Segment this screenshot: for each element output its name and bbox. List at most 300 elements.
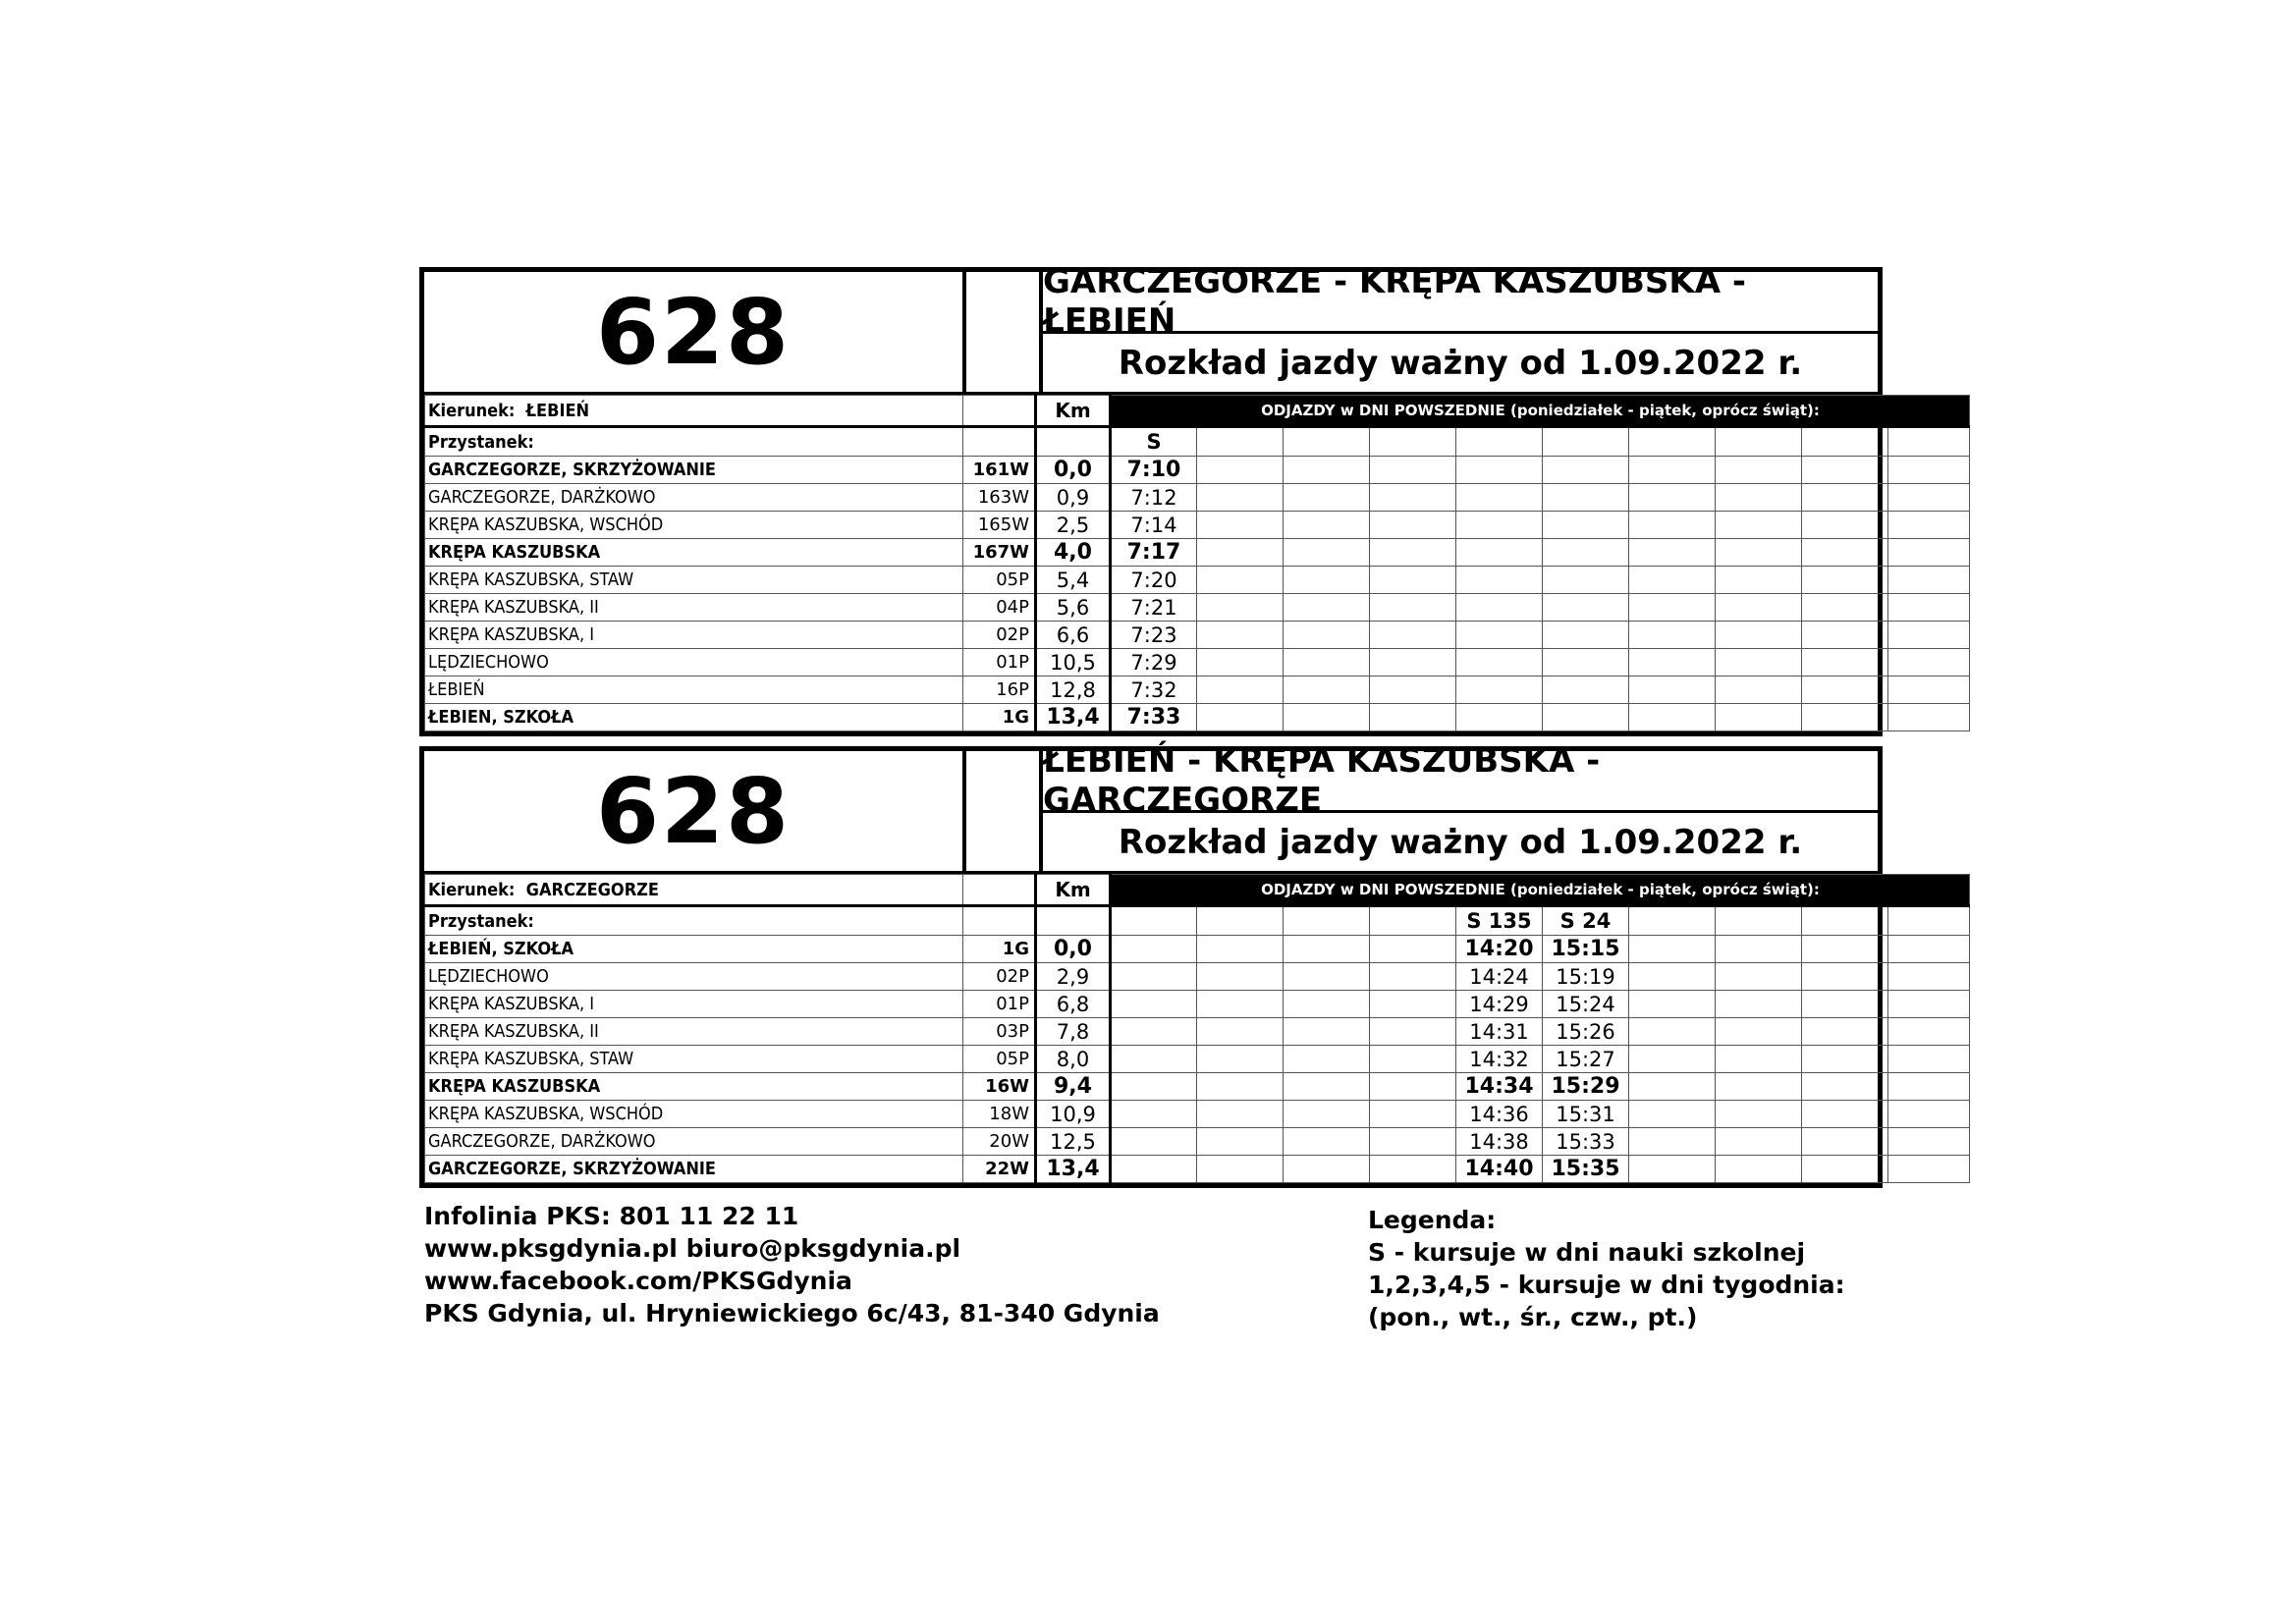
legend-title: Legenda: [1368,1206,1497,1234]
stop-name: ŁEBIEŃ, SZKOŁA [425,936,963,963]
empty-cell [1716,704,1802,731]
empty-cell [1284,991,1370,1018]
stop-code: 22W [963,1156,1036,1183]
departure-time: 14:38 [1456,1128,1543,1156]
code-header [963,875,1036,906]
empty-cell [1284,936,1370,963]
stop-name: GARCZEGORZE, DARŻKOWO [425,1128,963,1156]
course-header [1802,906,1888,936]
stop-km: 2,9 [1036,963,1111,991]
empty-cell [1629,457,1716,484]
route-title: GARCZEGORZE - KRĘPA KASZUBSKA - ŁEBIEŃ [1043,272,1878,334]
empty-cell [1716,1046,1802,1073]
empty-cell [1888,484,1970,512]
course-header [1284,427,1370,457]
empty-cell [1716,622,1802,649]
stop-km: 0,0 [1036,936,1111,963]
empty-cell [1888,539,1970,567]
timetable-lebien-direction [419,262,1883,736]
course-header [1543,427,1629,457]
empty-cell [1888,512,1970,539]
empty-cell [1888,1073,1970,1101]
km-cell [1036,906,1111,936]
empty-cell [1370,963,1456,991]
empty-cell [1456,457,1543,484]
contact-hotline: Infolinia PKS: 801 11 22 11 [424,1202,799,1230]
stop-row [425,677,1970,704]
empty-cell [1197,1101,1284,1128]
timetable-header [424,741,1878,874]
empty-cell [1543,704,1629,731]
validity-note: Rozkład jazdy ważny od 1.09.2022 r. [1118,343,1803,383]
empty-cell [1197,512,1284,539]
empty-cell [1802,1018,1888,1046]
direction-cell [425,875,963,906]
empty-cell [1370,594,1456,622]
empty-cell [1370,512,1456,539]
course-header [1111,906,1197,936]
empty-cell [1802,991,1888,1018]
empty-cell [1802,539,1888,567]
stop-km: 12,5 [1036,1128,1111,1156]
stop-name: KRĘPA KASZUBSKA, WSCHÓD [425,1101,963,1128]
stop-km: 6,8 [1036,991,1111,1018]
stop-km: 9,4 [1036,1073,1111,1101]
departure-time: 7:20 [1111,567,1197,594]
legend-s: S - kursuje w dni nauki szkolnej [1368,1238,1806,1267]
stop-name: LĘDZIECHOWO [425,649,963,677]
empty-cell [1284,622,1370,649]
empty-cell [1629,594,1716,622]
empty-cell [1370,936,1456,963]
stop-name: KRĘPA KASZUBSKA, WSCHÓD [425,512,963,539]
km-header: Km [1036,396,1111,427]
header-titles [1043,741,1878,871]
empty-cell [1284,1128,1370,1156]
empty-cell [1716,1073,1802,1101]
stop-km: 2,5 [1036,512,1111,539]
direction-value: ŁEBIEŃ [525,400,590,421]
course-header [1197,906,1284,936]
empty-cell [1716,567,1802,594]
empty-cell [1543,539,1629,567]
empty-cell [1370,1128,1456,1156]
stop-header-row [425,427,1970,457]
direction-label: Kierunek: [428,879,516,900]
empty-cell [1284,567,1370,594]
stop-row [425,567,1970,594]
empty-cell [1456,594,1543,622]
stop-name: GARCZEGORZE, SKRZYŻOWANIE [425,457,963,484]
stop-name: KRĘPA KASZUBSKA, I [425,991,963,1018]
contact-web-email: www.pksgdynia.pl biuro@pksgdynia.pl [424,1234,961,1263]
stop-header-row [425,906,1970,936]
stop-km: 10,5 [1036,649,1111,677]
empty-cell [1802,704,1888,731]
departure-time: 15:19 [1543,963,1629,991]
direction-value: GARCZEGORZE [525,879,659,900]
empty-cell [1370,484,1456,512]
empty-cell [1543,457,1629,484]
stop-row [425,1156,1970,1183]
empty-cell [1629,512,1716,539]
empty-cell [1370,677,1456,704]
stop-name: KRĘPA KASZUBSKA, STAW [425,567,963,594]
legend-days-abbr: (pon., wt., śr., czw., pt.) [1368,1303,1698,1331]
direction-row [425,396,1970,427]
empty-cell [1629,991,1716,1018]
empty-cell [1802,1101,1888,1128]
empty-cell [1197,677,1284,704]
empty-cell [1888,991,1970,1018]
empty-cell [1802,1128,1888,1156]
empty-cell [1888,457,1970,484]
empty-cell [1197,622,1284,649]
stop-km: 0,0 [1036,457,1111,484]
stop-code: 02P [963,622,1036,649]
empty-cell [1629,539,1716,567]
empty-cell [1802,594,1888,622]
stop-code: 18W [963,1101,1036,1128]
empty-cell [1888,567,1970,594]
stop-code: 01P [963,649,1036,677]
empty-cell [1197,1128,1284,1156]
empty-cell [1802,936,1888,963]
stop-km: 6,6 [1036,622,1111,649]
course-header [1629,906,1716,936]
timetable-header [424,262,1878,395]
empty-cell [1370,457,1456,484]
course-header [1370,906,1456,936]
empty-cell [1111,1046,1197,1073]
empty-cell [1111,991,1197,1018]
empty-cell [1629,1018,1716,1046]
course-header [1629,427,1716,457]
empty-cell [1629,1046,1716,1073]
empty-cell [1802,622,1888,649]
empty-cell [1284,1101,1370,1128]
empty-cell [1888,622,1970,649]
empty-cell [1111,1073,1197,1101]
empty-cell [1716,484,1802,512]
contact-address: PKS Gdynia, ul. Hryniewickiego 6c/43, 81-340 Gdynia [424,1299,1160,1327]
course-header [1456,427,1543,457]
departure-time: 14:24 [1456,963,1543,991]
empty-cell [1197,649,1284,677]
empty-cell [1284,594,1370,622]
stop-code: 05P [963,567,1036,594]
empty-cell [1888,1046,1970,1073]
stop-km: 5,6 [1036,594,1111,622]
course-header [1888,427,1970,457]
empty-cell [1802,677,1888,704]
departure-time: 15:31 [1543,1101,1629,1128]
stop-name: KRĘPA KASZUBSKA, II [425,594,963,622]
empty-cell [1543,649,1629,677]
stop-code: 04P [963,594,1036,622]
empty-cell [1716,677,1802,704]
empty-cell [1197,936,1284,963]
empty-cell [1629,1101,1716,1128]
departure-time: 14:20 [1456,936,1543,963]
empty-cell [1716,512,1802,539]
departures-header: ODJAZDY w DNI POWSZEDNIE (poniedziałek - piątek, oprócz świąt): [1111,875,1970,906]
departure-time: 7:33 [1111,704,1197,731]
empty-cell [1284,649,1370,677]
stop-km: 4,0 [1036,539,1111,567]
stop-km: 12,8 [1036,677,1111,704]
empty-cell [1716,649,1802,677]
direction-row [425,875,1970,906]
stop-row [425,1018,1970,1046]
empty-cell [1888,677,1970,704]
empty-cell [1543,622,1629,649]
stop-row [425,1101,1970,1128]
stop-name: ŁEBIEN, SZKOŁA [425,704,963,731]
stop-km: 8,0 [1036,1046,1111,1073]
departure-time: 15:33 [1543,1128,1629,1156]
departure-time: 7:23 [1111,622,1197,649]
timetable-garczegorze-direction [419,741,1883,1188]
empty-cell [1716,1128,1802,1156]
stop-row [425,1073,1970,1101]
validity-note: Rozkład jazdy ważny od 1.09.2022 r. [1118,822,1803,862]
stop-code: 01P [963,991,1036,1018]
direction-cell [425,396,963,427]
empty-cell [1888,594,1970,622]
empty-cell [1197,963,1284,991]
departures-header: ODJAZDY w DNI POWSZEDNIE (poniedziałek - piątek, oprócz świąt): [1111,396,1970,427]
departure-time: 14:34 [1456,1073,1543,1101]
empty-cell [1284,1018,1370,1046]
empty-cell [1284,1046,1370,1073]
empty-cell [1111,1128,1197,1156]
empty-cell [1888,649,1970,677]
empty-cell [1543,677,1629,704]
empty-cell [1284,677,1370,704]
departure-time: 15:29 [1543,1073,1629,1101]
course-header: S 135 [1456,906,1543,936]
km-cell [1036,427,1111,457]
departure-time: 7:10 [1111,457,1197,484]
stop-row [425,991,1970,1018]
empty-cell [1802,484,1888,512]
stop-code: 165W [963,512,1036,539]
empty-cell [1197,1046,1284,1073]
empty-cell [1456,677,1543,704]
stop-name: GARCZEGORZE, DARŻKOWO [425,484,963,512]
empty-cell [1370,649,1456,677]
stop-code: 05P [963,1046,1036,1073]
stop-km: 0,9 [1036,484,1111,512]
empty-cell [1888,1101,1970,1128]
empty-cell [1716,1018,1802,1046]
empty-cell [1370,1073,1456,1101]
departure-time: 7:32 [1111,677,1197,704]
stop-name: GARCZEGORZE, SKRZYŻOWANIE [425,1156,963,1183]
empty-cell [1716,1101,1802,1128]
empty-cell [1456,539,1543,567]
stop-name: KRĘPA KASZUBSKA, STAW [425,1046,963,1073]
departure-time: 7:12 [1111,484,1197,512]
course-header: S 24 [1543,906,1629,936]
stop-row [425,1128,1970,1156]
departure-time: 14:36 [1456,1101,1543,1128]
code-header [963,396,1036,427]
empty-cell [1197,484,1284,512]
empty-cell [1716,963,1802,991]
empty-cell [1802,1046,1888,1073]
empty-cell [1284,1156,1370,1183]
empty-cell [1629,963,1716,991]
empty-cell [1111,936,1197,963]
stop-code: 1G [963,936,1036,963]
departure-time: 7:21 [1111,594,1197,622]
empty-cell [1456,567,1543,594]
course-header [1716,906,1802,936]
empty-cell [1197,1156,1284,1183]
stop-name: KRĘPA KASZUBSKA [425,1073,963,1101]
empty-cell [1370,622,1456,649]
departure-time: 15:24 [1543,991,1629,1018]
empty-cell [1111,963,1197,991]
empty-cell [1197,991,1284,1018]
empty-cell [1111,1101,1197,1128]
empty-cell [1197,1018,1284,1046]
empty-cell [1888,1018,1970,1046]
stop-name: KRĘPA KASZUBSKA [425,539,963,567]
empty-cell [1197,594,1284,622]
empty-cell [1888,936,1970,963]
contact-info [424,1200,1160,1329]
empty-cell [1284,963,1370,991]
empty-cell [1716,539,1802,567]
line-number: 628 [424,272,966,392]
header-spacer [966,272,1043,392]
stop-header: Przystanek: [425,906,963,936]
empty-cell [1370,1018,1456,1046]
departure-time: 15:15 [1543,936,1629,963]
course-header [1716,427,1802,457]
empty-cell [1284,1073,1370,1101]
contact-facebook: www.facebook.com/PKSGdynia [424,1267,852,1295]
empty-cell [1370,1046,1456,1073]
stop-code: 16W [963,1073,1036,1101]
empty-cell [1629,1156,1716,1183]
direction-label: Kierunek: [428,400,516,421]
empty-cell [1802,1073,1888,1101]
empty-cell [1802,512,1888,539]
stop-km: 13,4 [1036,704,1111,731]
departure-time: 7:14 [1111,512,1197,539]
header-spacer [966,751,1043,871]
empty-cell [1888,963,1970,991]
stop-code: 20W [963,1128,1036,1156]
empty-cell [1370,704,1456,731]
empty-cell [1284,512,1370,539]
stop-km: 13,4 [1036,1156,1111,1183]
stop-row [425,622,1970,649]
stop-km: 5,4 [1036,567,1111,594]
empty-cell [1456,704,1543,731]
stop-row [425,457,1970,484]
course-header: S [1111,427,1197,457]
empty-cell [1629,936,1716,963]
stop-row [425,704,1970,731]
stop-km: 10,9 [1036,1101,1111,1128]
departure-time: 15:27 [1543,1046,1629,1073]
stop-row [425,963,1970,991]
empty-cell [1802,457,1888,484]
empty-cell [1456,649,1543,677]
empty-cell [1370,567,1456,594]
stop-code: 1G [963,704,1036,731]
stop-code: 16P [963,677,1036,704]
empty-cell [1543,567,1629,594]
departure-time: 7:17 [1111,539,1197,567]
empty-cell [1370,991,1456,1018]
departure-time: 14:29 [1456,991,1543,1018]
empty-cell [1543,512,1629,539]
empty-cell [1629,704,1716,731]
empty-cell [1543,594,1629,622]
stop-row [425,1046,1970,1073]
course-header [1888,906,1970,936]
stop-row [425,484,1970,512]
empty-cell [1197,1073,1284,1101]
empty-cell [1629,649,1716,677]
line-number: 628 [424,751,966,871]
empty-cell [1802,963,1888,991]
departure-time: 14:31 [1456,1018,1543,1046]
stop-code: 163W [963,484,1036,512]
empty-cell [1716,1156,1802,1183]
empty-cell [1284,539,1370,567]
empty-cell [1802,1156,1888,1183]
schedule-table [424,874,1970,1183]
empty-cell [1629,484,1716,512]
stop-code: 167W [963,539,1036,567]
stop-name: KRĘPA KASZUBSKA, I [425,622,963,649]
empty-cell [1284,704,1370,731]
empty-cell [1802,567,1888,594]
empty-cell [1197,567,1284,594]
stop-code: 161W [963,457,1036,484]
stop-row [425,512,1970,539]
empty-cell [1370,1101,1456,1128]
stop-row [425,539,1970,567]
stop-code: 02P [963,963,1036,991]
stop-row [425,649,1970,677]
empty-cell [1629,622,1716,649]
empty-cell [1716,457,1802,484]
empty-cell [1284,457,1370,484]
empty-cell [1284,484,1370,512]
empty-cell [1197,457,1284,484]
stop-code: 03P [963,1018,1036,1046]
empty-cell [1888,704,1970,731]
legend [1368,1204,1845,1333]
empty-cell [1370,539,1456,567]
km-header: Km [1036,875,1111,906]
departure-time: 7:29 [1111,649,1197,677]
stop-row [425,936,1970,963]
empty-cell [1629,567,1716,594]
empty-cell [1629,1128,1716,1156]
stop-km: 7,8 [1036,1018,1111,1046]
departure-time: 14:32 [1456,1046,1543,1073]
departure-time: 15:26 [1543,1018,1629,1046]
